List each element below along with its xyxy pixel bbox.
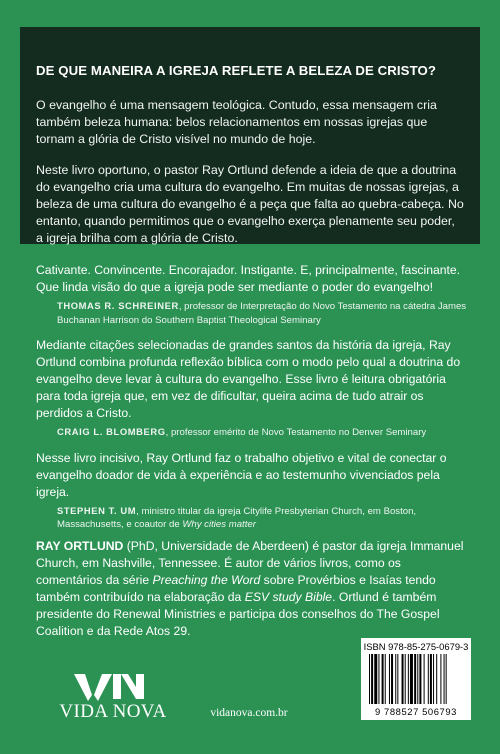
author-bio-text [36,538,468,640]
endorsements [36,262,468,542]
endorser-role: , professor emérito de Novo Testamento no Denver Seminary [165,427,427,438]
publisher-website: vidanova.com.br [210,707,288,719]
endorsement-attribution [57,504,468,532]
endorsement-3 [36,450,468,532]
endorsement-text: Mediante citações selecionadas de grandes santos da história da igreja, Ray Ortlund combina profunda reflexão bíblica com o modo pelo qual a doutrina do evangelho deve levar à cultura do evangelho. Esse livro é leitura obrigatória para toda igreja que, em vez de dificultar, queira acima de tudo atrair os perdidos a Cristo. [36,338,461,420]
endorser-name: CRAIG L. BLOMBERG [57,426,166,437]
synopsis-paragraph-1: O evangelho é uma mensagem teológica. Contudo, essa mensagem cria também beleza humana: belos relacionamentos em nossas igrejas que tornam a glória de Cristo visível no mundo de hoje. [36,98,437,146]
isbn-label: ISBN 978-85-275-0679-3 [363,641,469,652]
endorsement-attribution [57,299,468,327]
endorser-name: THOMAS R. SCHREINER [57,300,179,311]
endorser-role: , ministro titular da igreja Citylife Presbyterian Church, em Boston, Massachusetts, e coautor de [57,505,417,530]
bio-bible-title: ESV study Bible [244,590,333,604]
endorser-role: , professor de Interpretação do Novo Testamento na cátedra James Buchanan Harrison do Southern Baptist Theological Seminary [57,301,467,326]
barcode-box [361,638,471,720]
bio-series-title: Preaching the Word [152,573,261,587]
bio-text-1: (PhD, Universidade de Aberdeen) é pastor da igreja Immanuel Church, em Nashville, Tennessee. É autor de vários livros, como os comentários da série [36,539,464,587]
endorser-book-title: Why cities matter [182,519,256,530]
endorser-name: STEPHEN T. UM [57,504,137,516]
synopsis-panel [20,27,480,244]
endorsement-1 [36,262,468,327]
endorsement-text: Cativante. Convincente. Encorajador. Instigante. E, principalmente, fascinante. Que linda visão do que a igreja pode ser mediante o poder do evangelho! [36,263,461,294]
author-name: RAY ORTLUND [36,539,124,553]
endorsement-text: Nesse livro incisivo, Ray Ortlund faz o trabalho objetivo e vital de conectar o evangelho doador de vida à experiência e ao testemunho vivenciados pela igreja. [36,450,447,499]
author-bio [36,538,468,640]
bio-text-3: . Ortlund é também presidente do Renewal Ministries e participa dos conselhos do The Gospel Coalition e da Rede Atos 29. [36,590,440,638]
synopsis-paragraph-2: Neste livro oportuno, o pastor Ray Ortlund defende a ideia de que a doutrina do evangelho cria uma cultura do evangelho. Em muitas de nossas igrejas, a beleza de uma cultura do evangelho é a peça que falta ao quebra-cabeça. No entanto, quando permitimos que o evangelho exerça plenamente seu poder, a igreja brilha com a glória de Cristo. [36,163,464,245]
publisher-name: VIDA NOVA [59,701,167,722]
endorsement-attribution [57,425,468,440]
endorsement-2 [36,337,468,440]
back-cover-headline: DE QUE MANEIRA A IGREJA REFLETE A BELEZA DE CRISTO? [36,63,437,78]
barcode-number: 9 788527 506793 [375,706,457,717]
bio-text-2: sobre Provérbios e Isaías tendo também contribuído na elaboração da [36,573,436,604]
top-strip [0,0,500,27]
barcode-icon [367,654,465,704]
